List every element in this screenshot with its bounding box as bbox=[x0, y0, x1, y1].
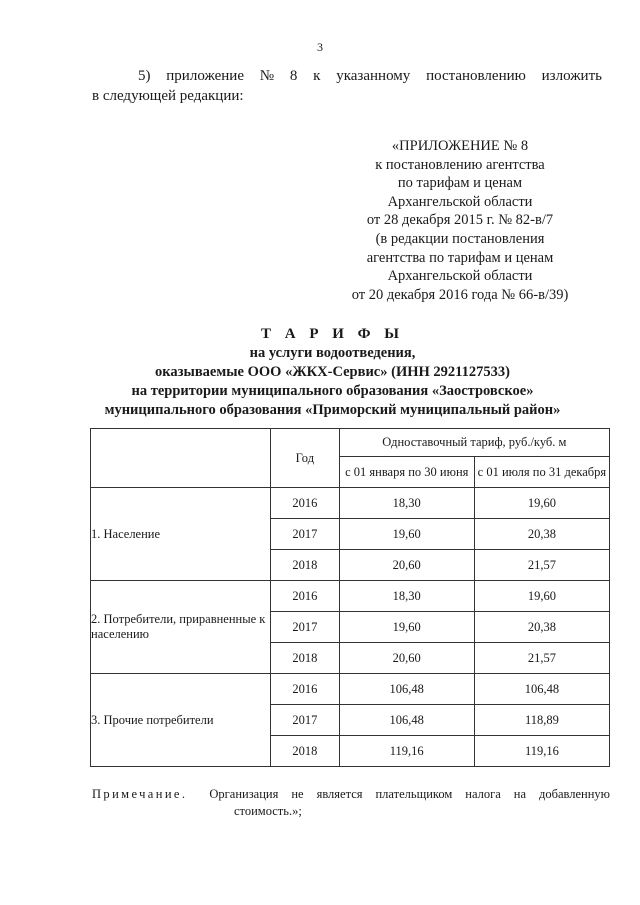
note-block bbox=[92, 786, 610, 820]
table-row bbox=[91, 674, 610, 705]
header-tariff: Одноставочный тариф, руб./куб. м bbox=[339, 429, 609, 457]
year-cell: 2018 bbox=[271, 550, 340, 581]
intro-word: указанному bbox=[336, 68, 411, 84]
intro-word: 5) bbox=[138, 68, 151, 84]
approval-line: Архангельской области bbox=[387, 193, 533, 210]
tariff-cell: 19,60 bbox=[474, 581, 609, 612]
year-cell: 2017 bbox=[271, 519, 340, 550]
tariff-cell: 20,38 bbox=[474, 519, 609, 550]
tariff-cell: 106,48 bbox=[339, 674, 474, 705]
header-year: Год bbox=[271, 429, 340, 488]
table-row bbox=[91, 581, 610, 612]
tariff-cell: 18,30 bbox=[339, 581, 474, 612]
year-cell: 2018 bbox=[271, 643, 340, 674]
tariff-table bbox=[90, 428, 610, 767]
approval-line: к постановлению агентства bbox=[375, 156, 545, 173]
tariff-cell: 20,60 bbox=[339, 643, 474, 674]
header-period-1: с 01 января по 30 июня bbox=[339, 457, 474, 488]
year-cell: 2017 bbox=[271, 612, 340, 643]
heading-line: оказываемые ООО «ЖКХ-Сервис» (ИНН 2921127533) bbox=[155, 364, 510, 380]
year-cell: 2016 bbox=[271, 581, 340, 612]
intro-word: изложить bbox=[541, 68, 602, 84]
note-row bbox=[92, 786, 610, 803]
tariff-cell: 20,38 bbox=[474, 612, 609, 643]
note-text-continued: стоимость.»; bbox=[234, 804, 302, 818]
note-text: Организация не является плательщиком налога на добавленную bbox=[209, 787, 610, 801]
intro-word: приложение bbox=[166, 68, 244, 84]
intro-word: № bbox=[259, 68, 275, 84]
table-row bbox=[91, 488, 610, 519]
tariff-cell: 21,57 bbox=[474, 550, 609, 581]
tariff-cell: 19,60 bbox=[339, 519, 474, 550]
approval-line: агентства по тарифам и ценам bbox=[366, 249, 554, 266]
category-cell: 1. Население bbox=[91, 488, 271, 581]
tariff-cell: 119,16 bbox=[474, 736, 609, 767]
tariff-cell: 20,60 bbox=[339, 550, 474, 581]
year-cell: 2016 bbox=[271, 488, 340, 519]
tariff-cell: 19,60 bbox=[339, 612, 474, 643]
approval-block bbox=[330, 137, 590, 304]
heading-line: на территории муниципального образования «Заостровское» bbox=[131, 383, 534, 399]
page-number: 3 bbox=[317, 40, 323, 54]
approval-line: Архангельской области bbox=[387, 268, 533, 285]
heading-line: на услуги водоотведения, bbox=[249, 345, 416, 361]
note-label: Примечание. bbox=[92, 787, 188, 801]
intro-line-2: в следующей редакции: bbox=[92, 88, 244, 104]
tariff-cell: 106,48 bbox=[474, 674, 609, 705]
tariff-cell: 106,48 bbox=[339, 705, 474, 736]
table-header-row bbox=[91, 429, 610, 457]
tariff-cell: 18,30 bbox=[339, 488, 474, 519]
intro-line-1 bbox=[92, 66, 602, 86]
tariff-cell: 118,89 bbox=[474, 705, 609, 736]
intro-word: 8 bbox=[289, 68, 298, 84]
category-cell: 3. Прочие потребители bbox=[91, 674, 271, 767]
approval-line: (в редакции постановления bbox=[375, 230, 545, 247]
year-cell: 2018 bbox=[271, 736, 340, 767]
approval-line: от 20 декабря 2016 года № 66-в/39) bbox=[351, 286, 569, 303]
intro-word: постановлению bbox=[426, 68, 526, 84]
approval-line: от 28 декабря 2015 г. № 82-в/7 bbox=[366, 212, 554, 229]
approval-line: «ПРИЛОЖЕНИЕ № 8 bbox=[391, 138, 529, 154]
tariff-cell: 119,16 bbox=[339, 736, 474, 767]
year-cell: 2017 bbox=[271, 705, 340, 736]
tariff-cell: 19,60 bbox=[474, 488, 609, 519]
heading-line: муниципального образования «Приморский муниципальный район» bbox=[104, 402, 561, 418]
header-empty-cell bbox=[91, 429, 271, 488]
category-cell: 2. Потребители, приравненные к населению bbox=[91, 581, 271, 674]
year-cell: 2016 bbox=[271, 674, 340, 705]
heading-title: Т А Р И Ф Ы bbox=[260, 326, 405, 342]
tariff-cell: 21,57 bbox=[474, 643, 609, 674]
intro-word: к bbox=[313, 68, 321, 84]
intro-paragraph bbox=[92, 66, 602, 106]
header-period-2: с 01 июля по 31 декабря bbox=[474, 457, 609, 488]
approval-line: по тарифам и ценам bbox=[397, 175, 523, 192]
document-heading bbox=[60, 325, 605, 420]
